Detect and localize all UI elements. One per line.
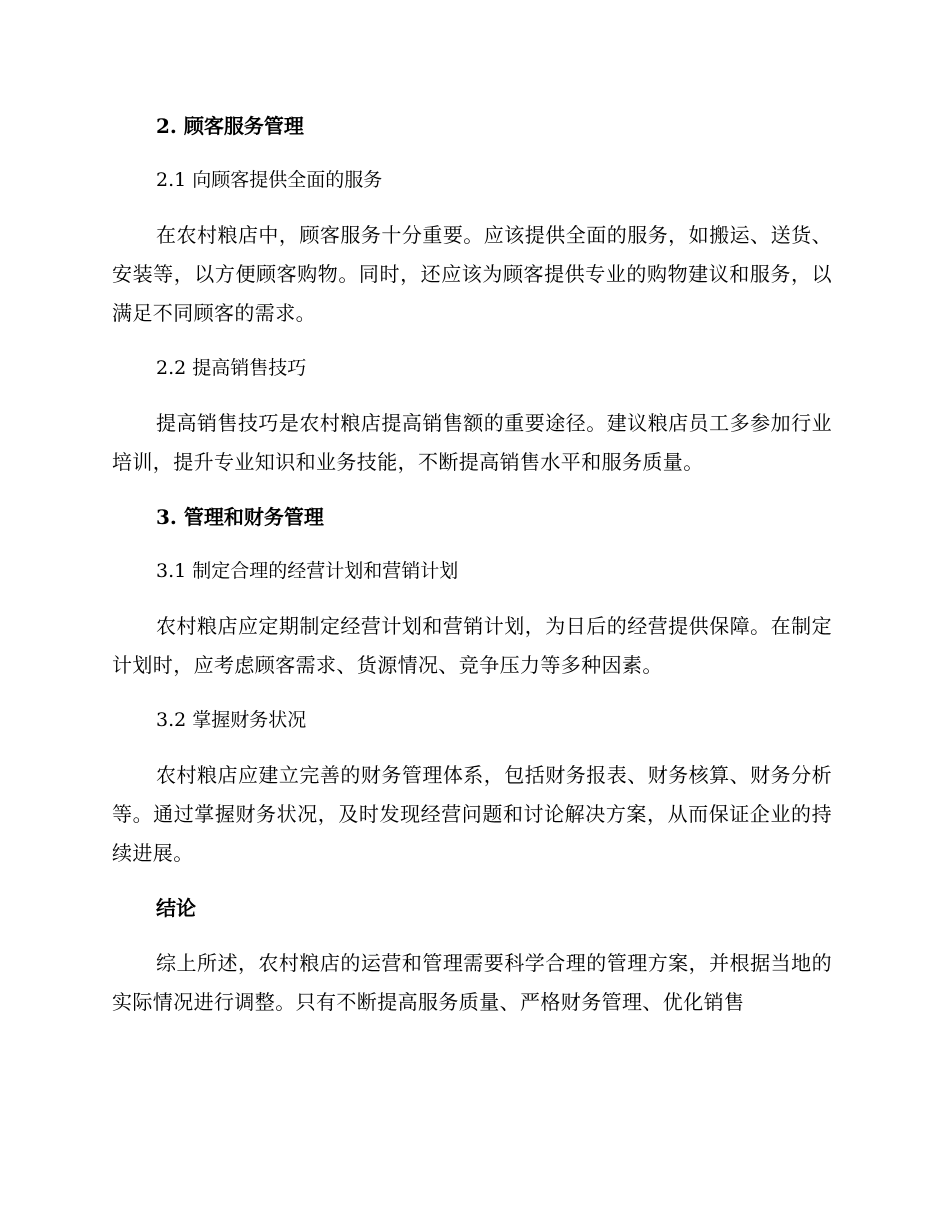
section-heading-3: 3. 管理和财务管理 <box>156 505 324 529</box>
subsection-title-2-1: 2.1 向顾客提供全面的服务 <box>156 169 383 191</box>
document-body <box>112 108 832 1039</box>
paragraph-2-1: 在农村粮店中，顾客服务十分重要。应该提供全面的服务，如搬运、送货、安装等，以方便顾客购物。同时，还应该为顾客提供专业的购物建议和服务，以满足不同顾客的需求。 <box>112 223 832 325</box>
subsection-title-3-2: 3.2 掌握财务状况 <box>156 709 307 731</box>
subsection-title-3-1: 3.1 制定合理的经营计划和营销计划 <box>156 560 459 582</box>
paragraph-3-1: 农村粮店应定期制定经营计划和营销计划，为日后的经营提供保障。在制定计划时，应考虑顾客需求、货源情况、竞争压力等多种因素。 <box>112 614 832 677</box>
conclusion-heading: 结论 <box>156 896 196 920</box>
paragraph-2-2: 提高销售技巧是农村粮店提高销售额的重要途径。建议粮店员工多参加行业培训，提升专业知识和业务技能，不断提高销售水平和服务质量。 <box>112 411 832 474</box>
paragraph-3-2: 农村粮店应建立完善的财务管理体系，包括财务报表、财务核算、财务分析等。通过掌握财务状况，及时发现经营问题和讨论解决方案，从而保证企业的持续进展。 <box>112 763 832 865</box>
section-heading-2: 2. 顾客服务管理 <box>156 114 304 138</box>
conclusion-paragraph: 综上所述，农村粮店的运营和管理需要科学合理的管理方案，并根据当地的实际情况进行调整。只有不断提高服务质量、严格财务管理、优化销售 <box>112 951 832 1014</box>
subsection-title-2-2: 2.2 提高销售技巧 <box>156 357 307 379</box>
